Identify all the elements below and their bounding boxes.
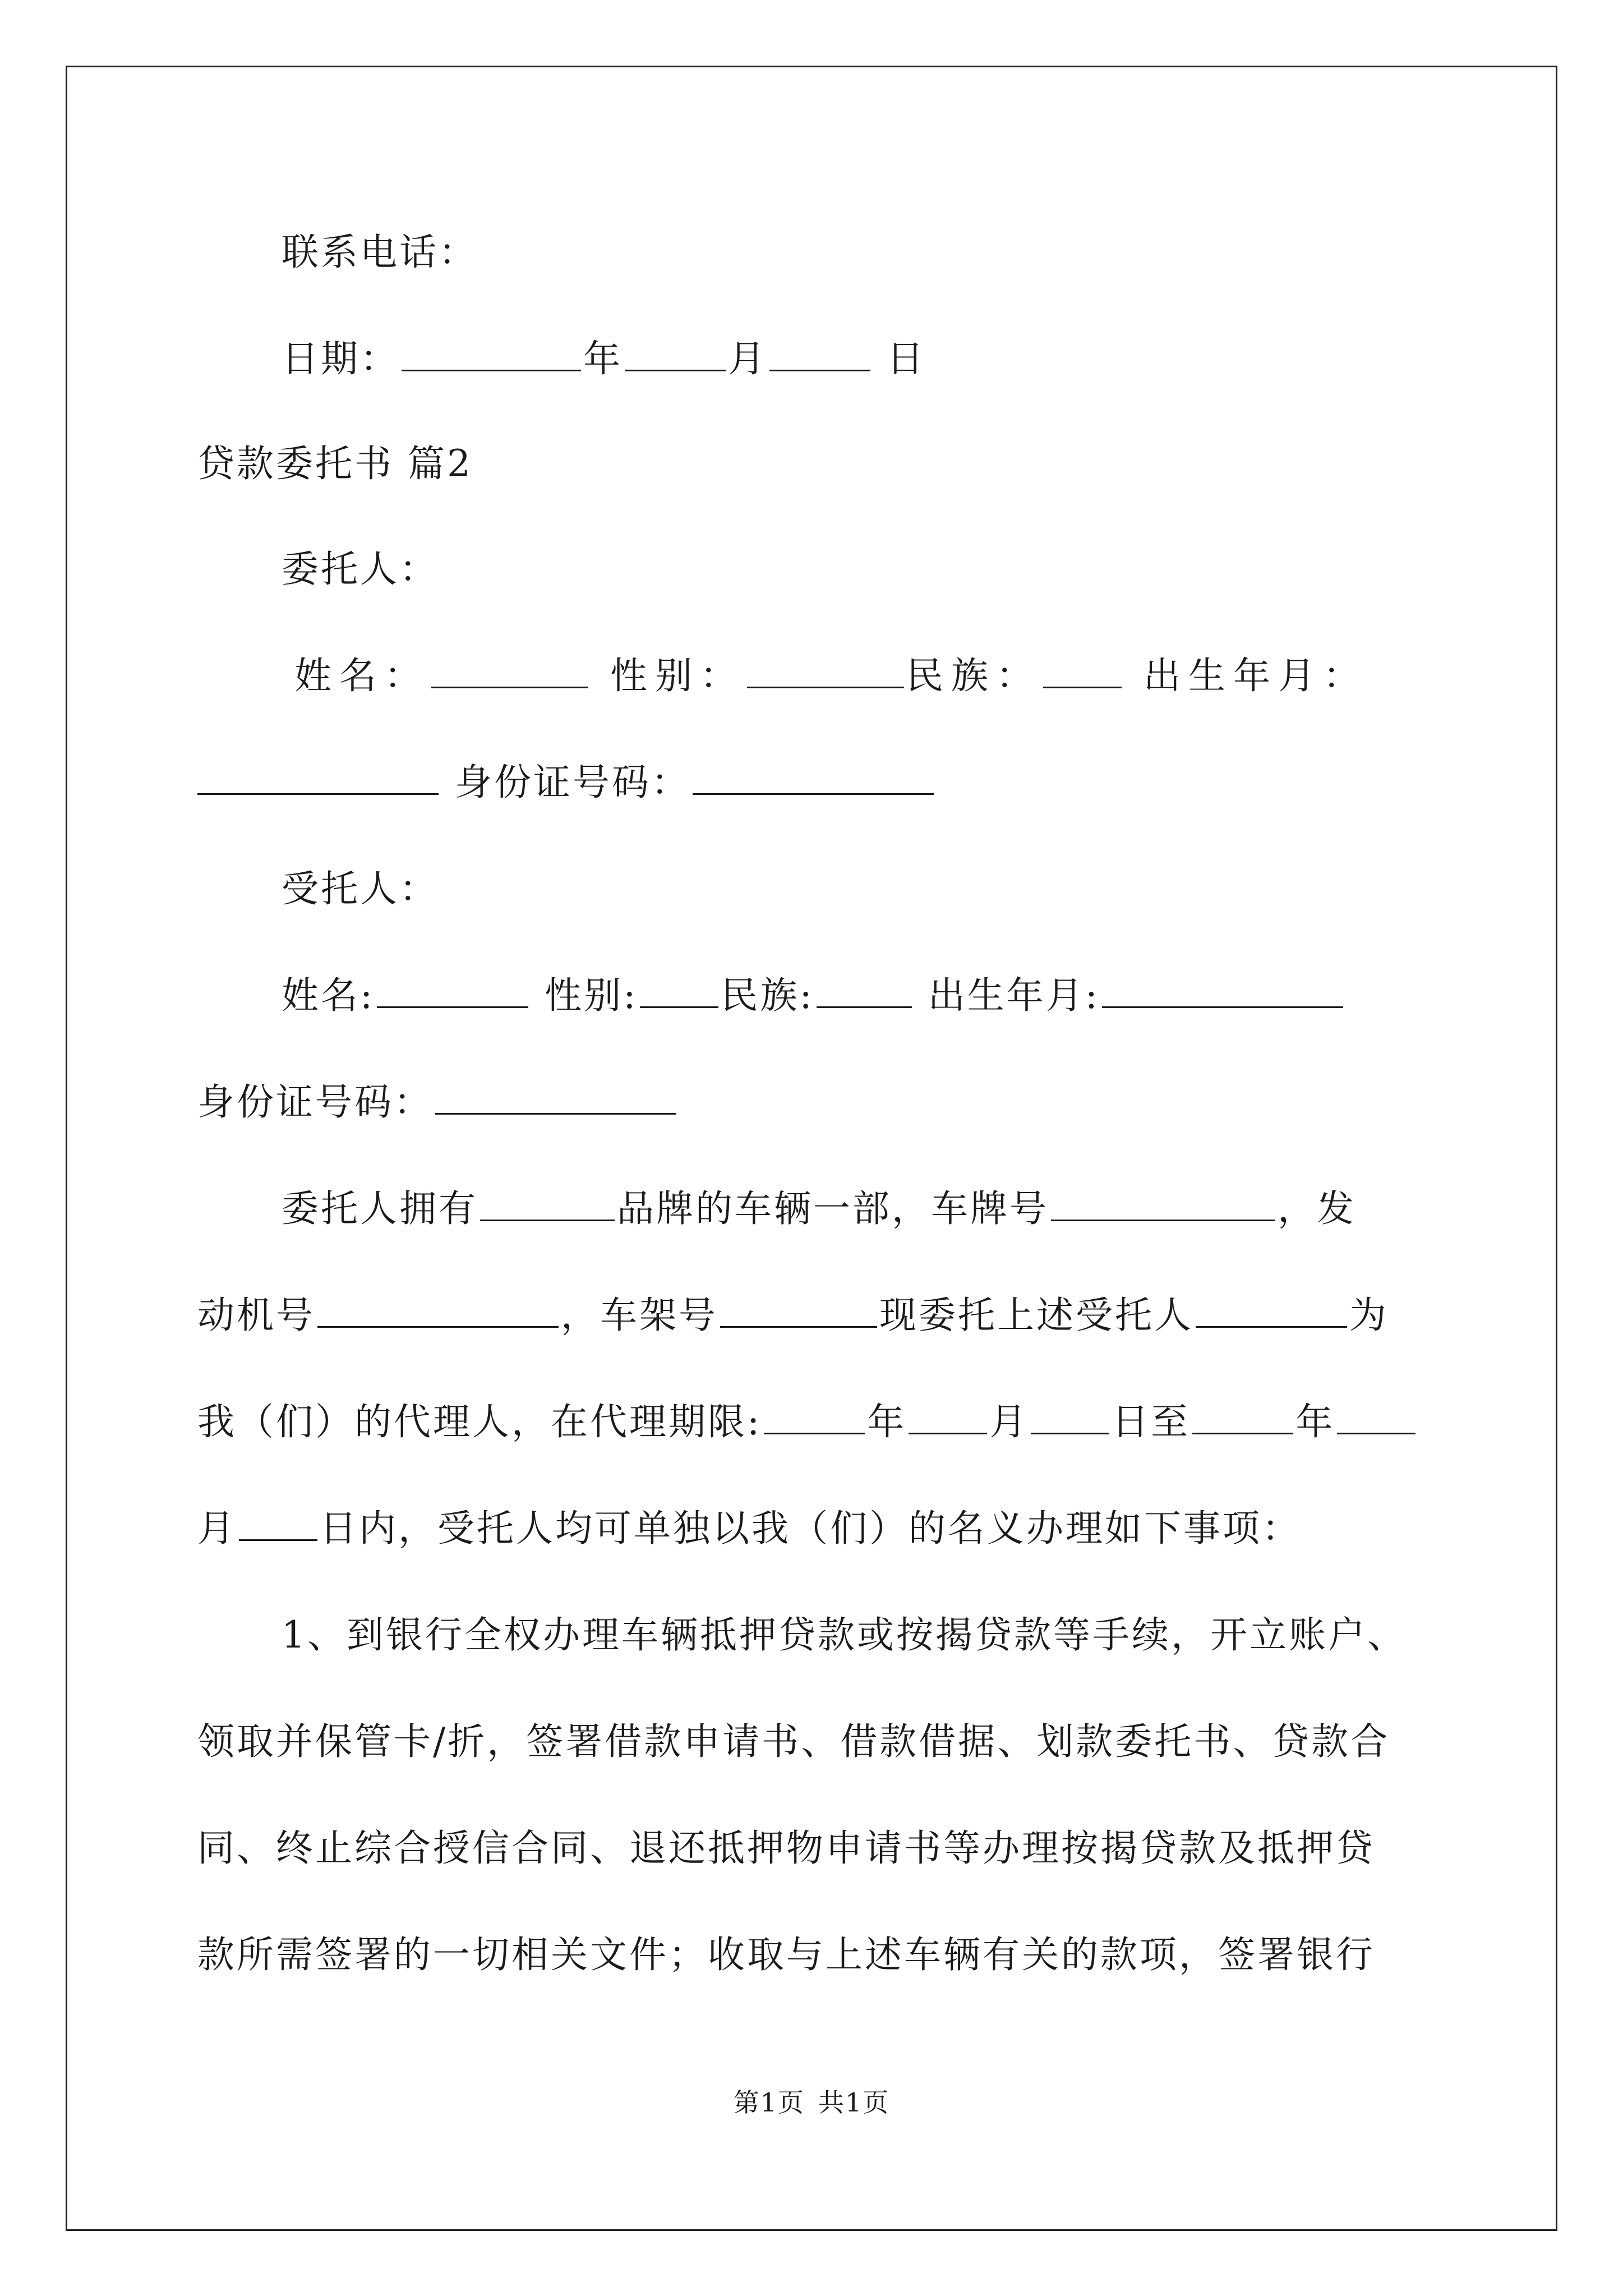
body3-e: 年 bbox=[1295, 1400, 1335, 1443]
body2-b: ，车架号 bbox=[561, 1294, 718, 1337]
period-start-day-blank[interactable] bbox=[1031, 1400, 1109, 1434]
agent-birth-blank[interactable] bbox=[1102, 974, 1343, 1008]
contact-phone-line bbox=[282, 227, 478, 278]
body4-a: 月 bbox=[197, 1507, 237, 1550]
page-footer bbox=[0, 2086, 1623, 2119]
page-current: 第1页 bbox=[733, 2087, 805, 2118]
principal-id-label: 身份证号码： bbox=[454, 761, 690, 804]
section-title bbox=[197, 439, 473, 489]
body3-c: 月 bbox=[989, 1400, 1029, 1443]
item1-line-3 bbox=[197, 1823, 1375, 1874]
date-day-blank[interactable] bbox=[769, 337, 870, 371]
body2-a: 动机号 bbox=[197, 1294, 315, 1337]
date-label: 日期： bbox=[282, 337, 399, 380]
item1-text-1: 1、到银行全权办理车辆抵押贷款或按揭贷款等手续，开立账户、 bbox=[282, 1613, 1407, 1657]
agent-blank[interactable] bbox=[1196, 1294, 1347, 1328]
body3-a: 我（们）的代理人，在代理期限: bbox=[197, 1400, 762, 1443]
period-end-year-blank[interactable] bbox=[1192, 1400, 1293, 1434]
body-line-1 bbox=[282, 1184, 1356, 1234]
body-line-2 bbox=[197, 1290, 1389, 1341]
body1-c: ，发 bbox=[1278, 1187, 1356, 1230]
page-border bbox=[66, 66, 1557, 2231]
body3-d: 日至 bbox=[1112, 1400, 1191, 1443]
engine-no-blank[interactable] bbox=[317, 1294, 559, 1328]
agent-id-line bbox=[197, 1077, 679, 1128]
body-line-4 bbox=[197, 1503, 1301, 1554]
contact-phone-label: 联系电话： bbox=[282, 231, 478, 274]
item1-text-2: 领取并保管卡/折，签署借款申请书、借款借据、划款委托书、贷款合 bbox=[197, 1720, 1390, 1763]
brand-blank[interactable] bbox=[480, 1187, 615, 1221]
agent-name-label: 姓名: bbox=[282, 974, 375, 1017]
principal-gender-blank[interactable] bbox=[747, 654, 904, 688]
principal-name-label: 姓名： bbox=[294, 654, 429, 697]
principal-id-line bbox=[197, 757, 936, 808]
agent-info-line bbox=[282, 970, 1345, 1021]
body4-b: 日内，受托人均可单独以我（们）的名义办理如下事项： bbox=[320, 1507, 1301, 1550]
date-line bbox=[282, 334, 926, 384]
section-title-text: 贷款委托书 篇2 bbox=[197, 442, 473, 485]
agent-gender-blank[interactable] bbox=[640, 974, 718, 1008]
item1-text-4: 款所需签署的一切相关文件；收取与上述车辆有关的款项，签署银行 bbox=[197, 1933, 1375, 1976]
agent-label: 受托人： bbox=[282, 867, 439, 910]
item1-line-4 bbox=[197, 1930, 1375, 1980]
date-day-label: 日 bbox=[886, 337, 926, 380]
principal-ethnicity-label: 民族： bbox=[906, 654, 1041, 697]
period-start-month-blank[interactable] bbox=[909, 1400, 987, 1434]
principal-birth-label: 出生年月： bbox=[1143, 654, 1368, 697]
plate-blank[interactable] bbox=[1051, 1187, 1275, 1221]
item1-text-3: 同、终止综合授信合同、退还抵押物申请书等办理按揭贷款及抵押贷 bbox=[197, 1826, 1375, 1870]
agent-birth-label: 出生年月: bbox=[928, 974, 1100, 1017]
agent-heading bbox=[282, 864, 439, 914]
body-line-3 bbox=[197, 1397, 1418, 1447]
frame-no-blank[interactable] bbox=[720, 1294, 877, 1328]
body2-c: 现委托上述受托人 bbox=[879, 1294, 1193, 1337]
date-year-blank[interactable] bbox=[402, 337, 581, 371]
date-month-label: 月 bbox=[728, 337, 767, 380]
agent-gender-label: 性别: bbox=[545, 974, 638, 1017]
principal-birth-blank[interactable] bbox=[197, 761, 439, 795]
agent-id-blank[interactable] bbox=[435, 1080, 676, 1115]
page-total: 共1页 bbox=[818, 2087, 890, 2118]
agent-name-blank[interactable] bbox=[377, 974, 528, 1008]
principal-id-blank[interactable] bbox=[693, 761, 934, 795]
date-month-blank[interactable] bbox=[625, 337, 726, 371]
principal-gender-label: 性别： bbox=[610, 654, 745, 697]
principal-label: 委托人： bbox=[282, 547, 439, 591]
period-end-day-blank[interactable] bbox=[239, 1507, 317, 1541]
period-end-month-blank[interactable] bbox=[1337, 1400, 1415, 1434]
agent-ethnicity-label: 民族: bbox=[721, 974, 814, 1017]
period-start-year-blank[interactable] bbox=[764, 1400, 865, 1434]
body1-b: 品牌的车辆一部，车牌号 bbox=[617, 1187, 1049, 1230]
body1-a: 委托人拥有 bbox=[282, 1187, 478, 1230]
item1-line-2 bbox=[197, 1717, 1390, 1767]
item1-line-1 bbox=[282, 1610, 1407, 1660]
body3-b: 年 bbox=[867, 1400, 907, 1443]
date-year-label: 年 bbox=[583, 337, 623, 380]
principal-heading bbox=[282, 544, 439, 595]
agent-id-label: 身份证号码： bbox=[197, 1080, 433, 1124]
principal-ethnicity-blank[interactable] bbox=[1043, 654, 1122, 688]
agent-ethnicity-blank[interactable] bbox=[817, 974, 912, 1008]
principal-info-line bbox=[294, 651, 1368, 701]
body2-d: 为 bbox=[1349, 1294, 1389, 1337]
principal-name-blank[interactable] bbox=[431, 654, 588, 688]
